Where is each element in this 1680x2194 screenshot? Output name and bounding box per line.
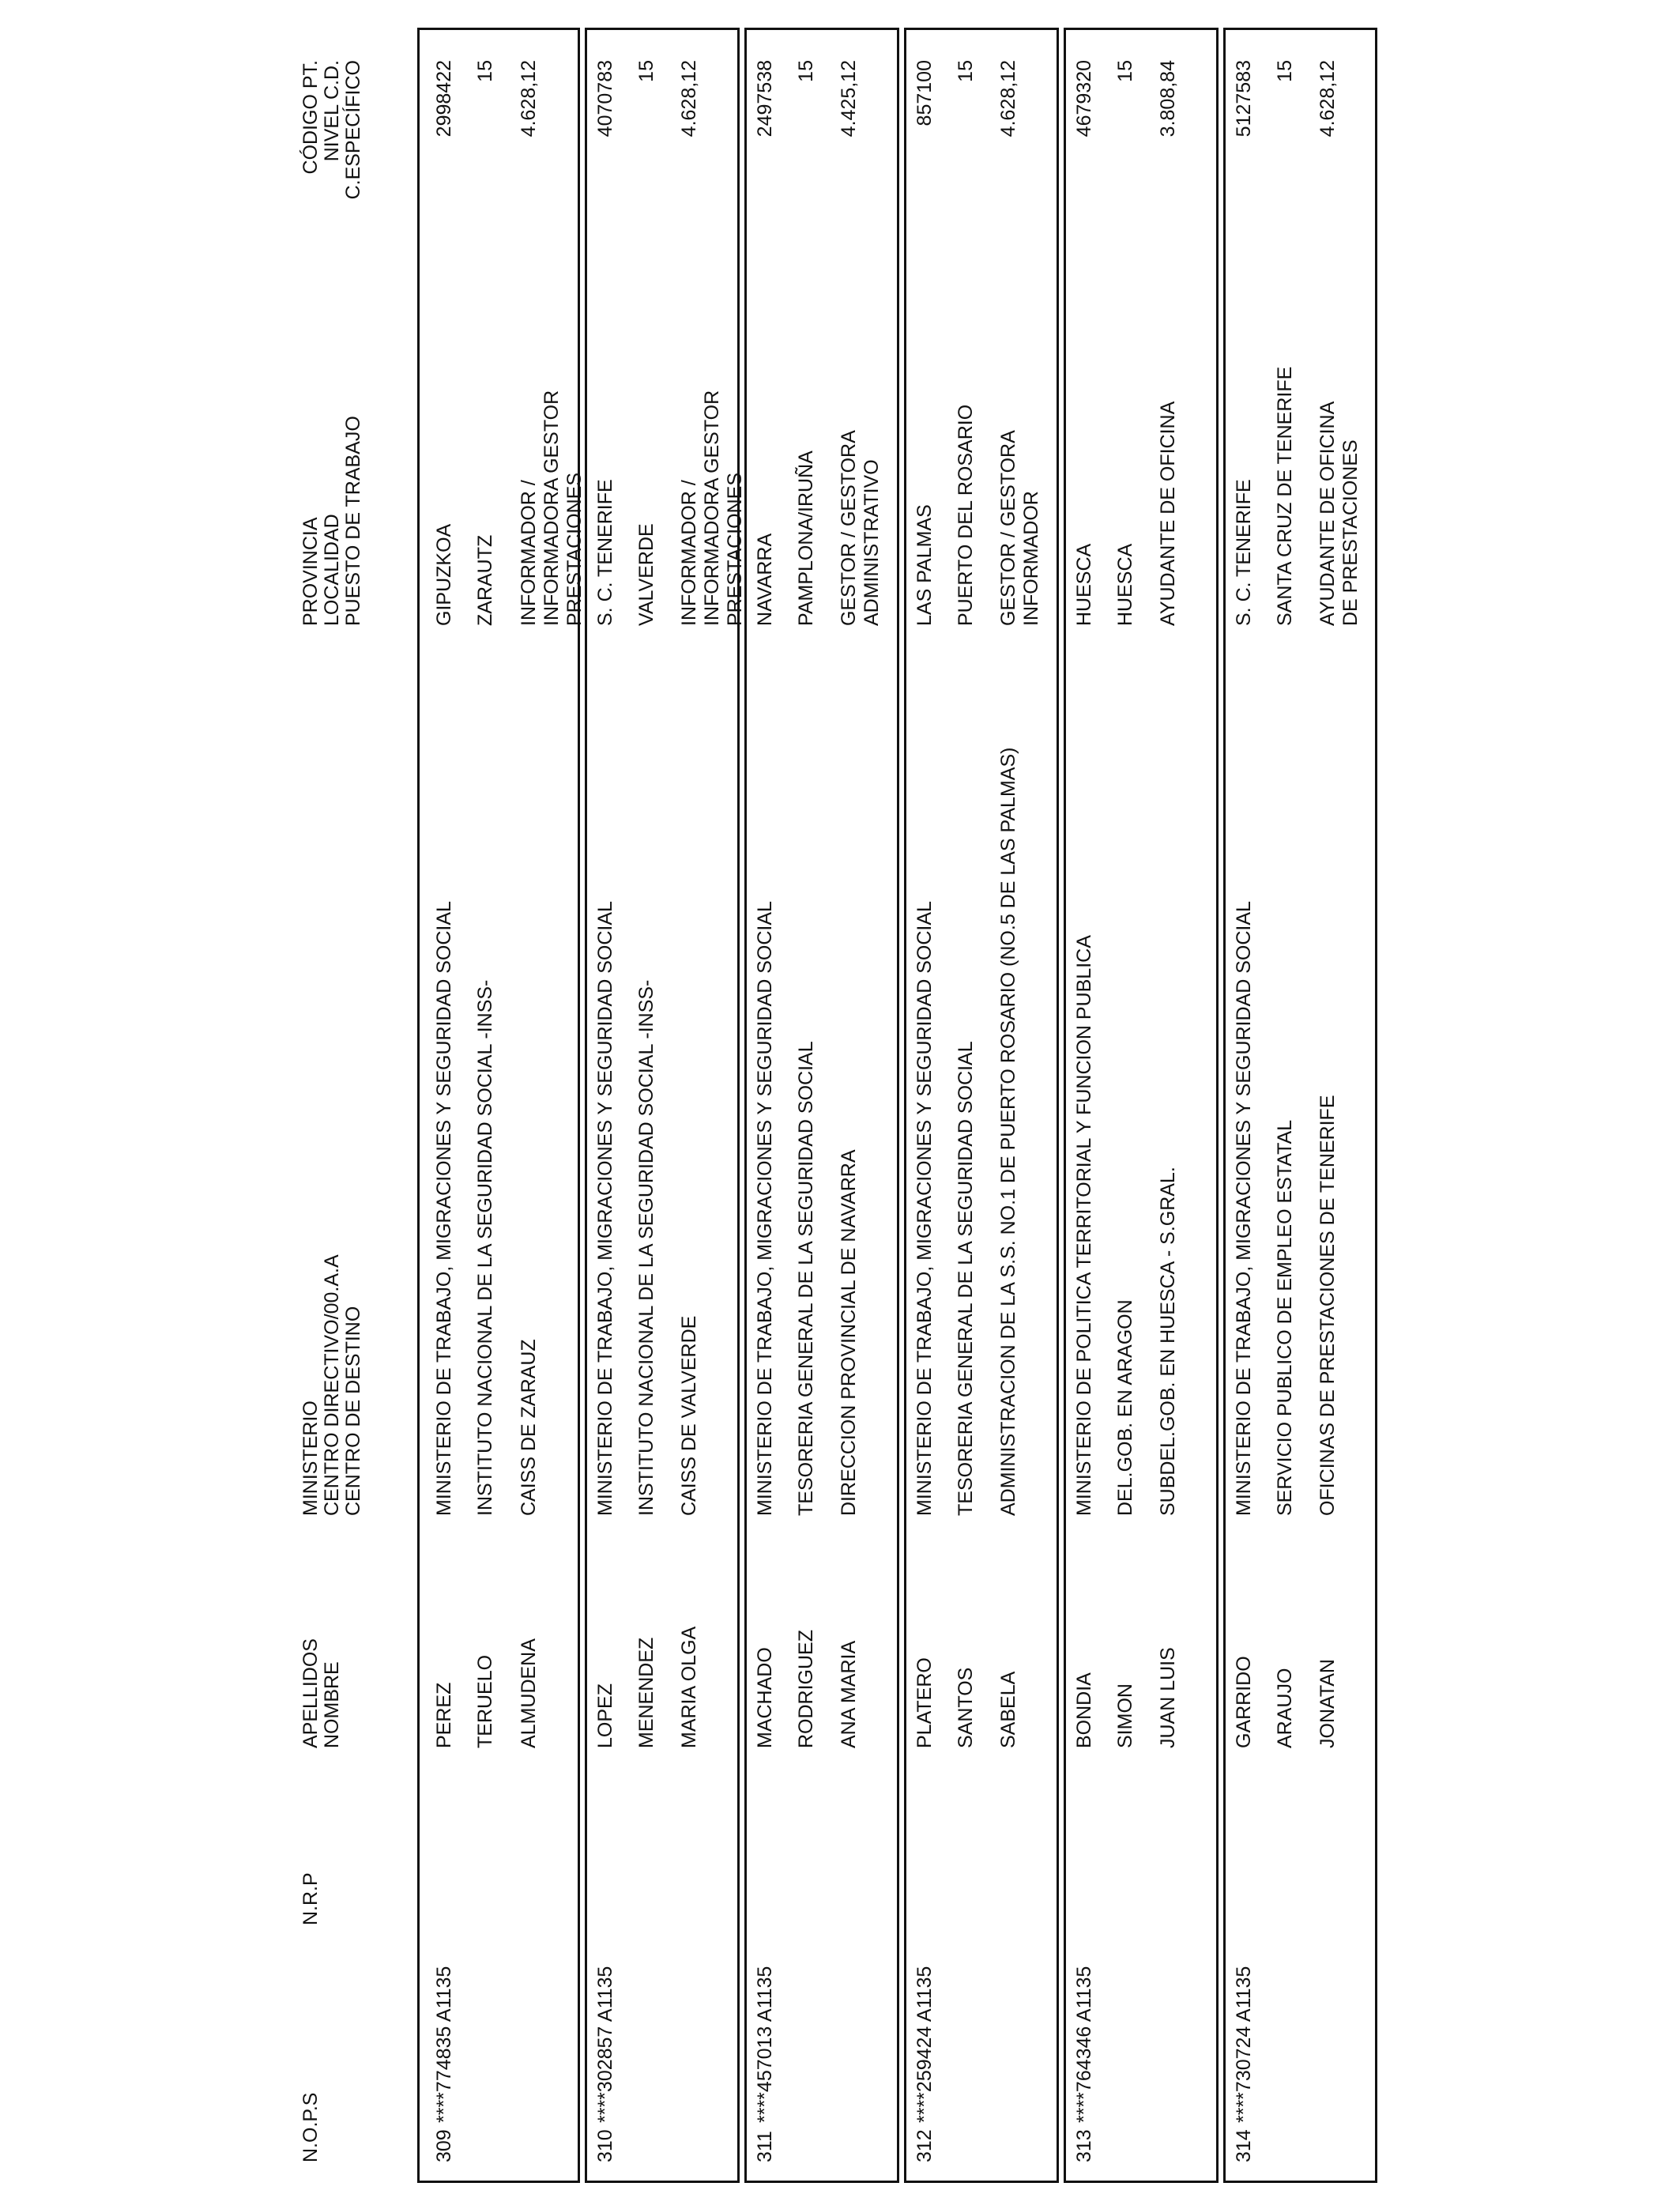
row-provincia: GIPUZKOA xyxy=(433,523,455,626)
row-centro-directivo: SERVICIO PUBLICO DE EMPLEO ESTATAL xyxy=(1274,1119,1296,1516)
row-centro-directivo: TESORERIA GENERAL DE LA SEGURIDAD SOCIAL xyxy=(795,1041,817,1516)
header-nivel: NIVEL C.D. xyxy=(321,60,343,162)
row-centro-destino: CAISS DE ZARAUZ xyxy=(518,1339,540,1516)
row-nombre: JONATAN xyxy=(1317,1659,1339,1748)
row-nops: 314 xyxy=(1233,2129,1255,2162)
row-provincia: S. C. TENERIFE xyxy=(594,479,616,626)
row-nivel: 15 xyxy=(474,60,496,82)
row-especifico: 3.808,84 xyxy=(1157,60,1179,138)
row-separator xyxy=(904,28,906,2183)
row-apellido2: ARAUJO xyxy=(1274,1668,1296,1748)
row-ministerio: MINISTERIO DE TRABAJO, MIGRACIONES Y SEGURIDAD SOCIAL xyxy=(1233,901,1255,1516)
row-codigo: 2497538 xyxy=(754,60,776,138)
row-provincia: LAS PALMAS xyxy=(913,504,936,626)
row-especifico: 4.425,12 xyxy=(838,60,860,138)
header-codigo: CÓDIGO PT. xyxy=(299,60,322,175)
row-localidad: VALVERDE xyxy=(635,523,657,626)
row-nombre: ANA MARIA xyxy=(838,1640,860,1748)
row-apellido2: TERUELO xyxy=(474,1654,496,1748)
row-separator xyxy=(1064,28,1066,2183)
row-centro-destino: OFICINAS DE PRESTACIONES DE TENERIFE xyxy=(1317,1095,1339,1516)
row-puesto: AYUDANTE DE OFICINA DE PRESTACIONES xyxy=(1317,402,1362,626)
row-centro-directivo: DEL.GOB. EN ARAGON xyxy=(1114,1299,1136,1516)
row-nrp: ****259424 A1135 xyxy=(913,1966,936,2123)
header-nrp: N.R.P xyxy=(299,1872,322,1925)
row-nivel: 15 xyxy=(635,60,657,82)
row-centro-destino: SUBDEL.GOB. EN HUESCA - S.GRAL. xyxy=(1157,1167,1179,1516)
row-centro-destino: ADMINISTRACION DE LA S.S. NO.1 DE PUERTO ROSARIO (NO.5 DE LAS PALMAS) xyxy=(997,747,1019,1516)
header-centro-destino: CENTRO DE DESTINO xyxy=(342,1306,364,1516)
row-ministerio: MINISTERIO DE TRABAJO, MIGRACIONES Y SEGURIDAD SOCIAL xyxy=(433,901,455,1516)
header-provincia: PROVINCIA xyxy=(299,517,322,626)
row-nombre: SABELA xyxy=(997,1671,1019,1748)
row-nrp: ****764346 A1135 xyxy=(1073,1966,1095,2123)
header-apellidos: APELLIDOS xyxy=(299,1638,322,1748)
row-nops: 310 xyxy=(594,2129,616,2162)
row-especifico: 4.628,12 xyxy=(997,60,1019,138)
row-localidad: HUESCA xyxy=(1114,543,1136,626)
row-centro-directivo: INSTITUTO NACIONAL DE LA SEGURIDAD SOCIAL -INSS- xyxy=(635,979,657,1516)
row-apellido2: SIMON xyxy=(1114,1683,1136,1748)
row-separator xyxy=(744,28,747,2183)
row-codigo: 4679320 xyxy=(1073,60,1095,138)
row-especifico: 4.628,12 xyxy=(518,60,540,138)
row-provincia: S. C. TENERIFE xyxy=(1233,479,1255,626)
row-nombre: MARIA OLGA xyxy=(678,1626,700,1748)
row-especifico: 4.628,12 xyxy=(1317,60,1339,138)
row-apellido2: SANTOS xyxy=(955,1667,977,1748)
row-puesto: GESTOR / GESTORA INFORMADOR xyxy=(997,431,1042,626)
row-puesto: INFORMADOR / INFORMADORA GESTOR PRESTACIONES xyxy=(518,390,586,626)
row-nrp: ****774835 A1135 xyxy=(433,1966,455,2123)
row-nombre: JUAN LUIS xyxy=(1157,1647,1179,1748)
row-especifico: 4.628,12 xyxy=(678,60,700,138)
row-localidad: SANTA CRUZ DE TENERIFE xyxy=(1274,366,1296,626)
row-nrp: ****730724 A1135 xyxy=(1233,1966,1255,2123)
header-localidad: LOCALIDAD xyxy=(321,514,343,626)
header-centro-directivo: CENTRO DIRECTIVO/00.A.A xyxy=(321,1254,343,1516)
row-puesto: AYUDANTE DE OFICINA xyxy=(1157,401,1179,626)
row-nivel: 15 xyxy=(1274,60,1296,82)
header-puesto: PUESTO DE TRABAJO xyxy=(342,416,364,626)
row-centro-directivo: INSTITUTO NACIONAL DE LA SEGURIDAD SOCIAL -INSS- xyxy=(474,979,496,1516)
row-nivel: 15 xyxy=(1114,60,1136,82)
row-apellido1: GARRIDO xyxy=(1233,1656,1255,1748)
row-separator xyxy=(1223,28,1226,2183)
row-nombre: ALMUDENA xyxy=(518,1638,540,1748)
row-ministerio: MINISTERIO DE TRABAJO, MIGRACIONES Y SEGURIDAD SOCIAL xyxy=(594,901,616,1516)
row-apellido2: MENENDEZ xyxy=(635,1637,657,1748)
row-codigo: 857100 xyxy=(913,60,936,126)
row-apellido1: MACHADO xyxy=(754,1647,776,1748)
header-ministerio: MINISTERIO xyxy=(299,1400,322,1516)
row-nivel: 15 xyxy=(795,60,817,82)
header-nombre: NOMBRE xyxy=(321,1661,343,1748)
row-puesto: GESTOR / GESTORA ADMINISTRATIVO xyxy=(838,431,883,626)
header-especifico: C.ESPECÍFICO xyxy=(342,60,364,200)
row-localidad: PAMPLONA/IRUÑA xyxy=(795,450,817,626)
row-apellido1: PLATERO xyxy=(913,1657,936,1748)
row-ministerio: MINISTERIO DE POLITICA TERRITORIAL Y FUNCION PUBLICA xyxy=(1073,935,1095,1516)
row-centro-destino: CAISS DE VALVERDE xyxy=(678,1315,700,1516)
row-nrp: ****457013 A1135 xyxy=(754,1966,776,2123)
row-codigo: 5127583 xyxy=(1233,60,1255,138)
header-nops: N.O.P.S xyxy=(299,2092,322,2162)
row-apellido1: PEREZ xyxy=(433,1682,455,1748)
row-codigo: 2998422 xyxy=(433,60,455,138)
row-nops: 312 xyxy=(913,2129,936,2162)
row-provincia: HUESCA xyxy=(1073,543,1095,626)
row-apellido1: BONDIA xyxy=(1073,1672,1095,1748)
row-apellido2: RODRIGUEZ xyxy=(795,1630,817,1748)
row-separator xyxy=(585,28,587,2183)
row-puesto: INFORMADOR / INFORMADORA GESTOR PRESTACIONES xyxy=(678,390,746,626)
row-ministerio: MINISTERIO DE TRABAJO, MIGRACIONES Y SEGURIDAD SOCIAL xyxy=(913,901,936,1516)
row-nrp: ****302857 A1135 xyxy=(594,1966,616,2123)
row-apellido1: LOPEZ xyxy=(594,1683,616,1748)
row-provincia: NAVARRA xyxy=(754,533,776,626)
row-nops: 309 xyxy=(433,2129,455,2162)
row-codigo: 4070783 xyxy=(594,60,616,138)
row-ministerio: MINISTERIO DE TRABAJO, MIGRACIONES Y SEGURIDAD SOCIAL xyxy=(754,901,776,1516)
row-nops: 311 xyxy=(754,2131,776,2162)
row-centro-destino: DIRECCION PROVINCIAL DE NAVARRA xyxy=(838,1149,860,1516)
row-nops: 313 xyxy=(1073,2129,1095,2162)
row-localidad: ZARAUTZ xyxy=(474,534,496,626)
row-nivel: 15 xyxy=(955,60,977,82)
row-centro-directivo: TESORERIA GENERAL DE LA SEGURIDAD SOCIAL xyxy=(955,1041,977,1516)
row-localidad: PUERTO DEL ROSARIO xyxy=(955,404,977,626)
